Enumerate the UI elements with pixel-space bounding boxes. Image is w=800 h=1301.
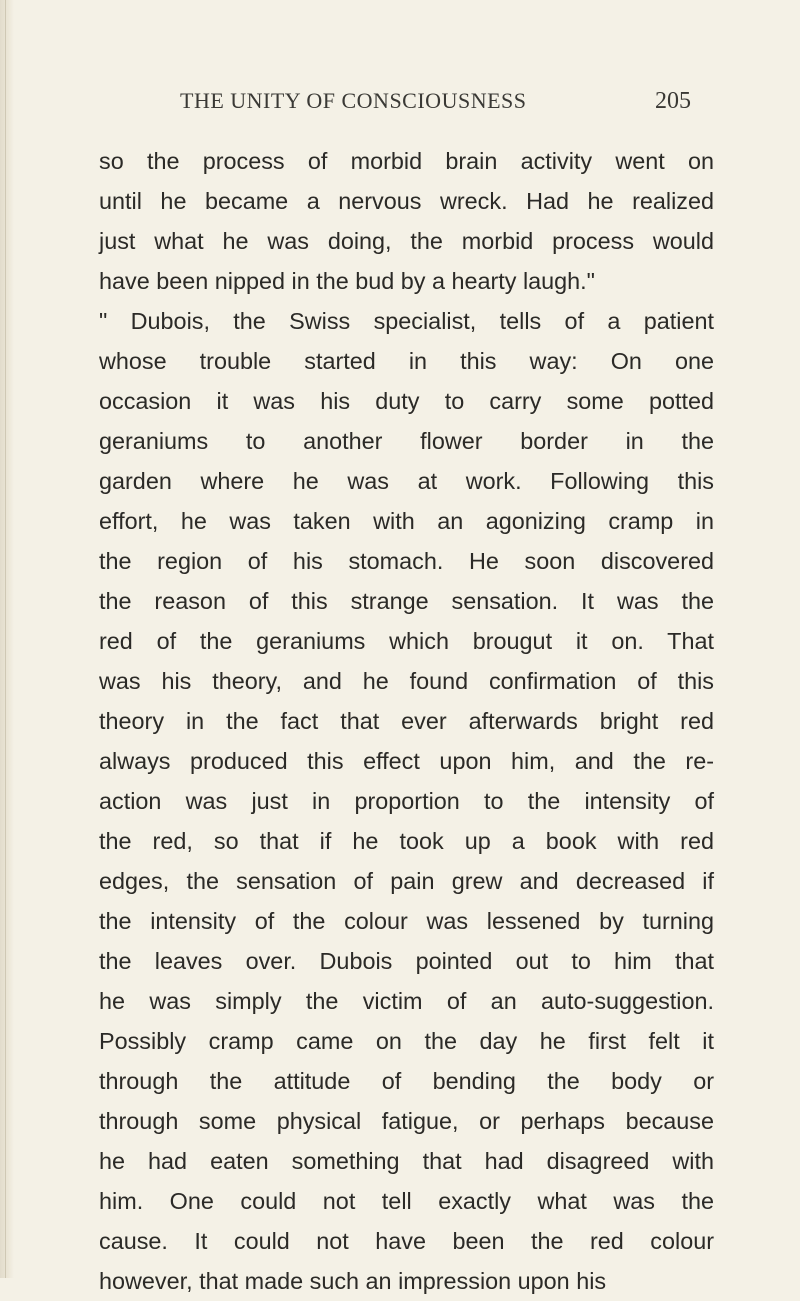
text-line: Possibly cramp came on the day he first felt it bbox=[99, 1028, 714, 1054]
text-line: through the attitude of bending the body or bbox=[99, 1068, 714, 1094]
page-number: 205 bbox=[655, 88, 691, 114]
text-line: the intensity of the colour was lessened by turning bbox=[99, 908, 714, 934]
text-line: cause. It could not have been the red colour bbox=[99, 1228, 714, 1254]
page-binding-edge bbox=[0, 0, 14, 1278]
text-line: the region of his stomach. He soon discovered bbox=[99, 548, 714, 574]
text-line: was his theory, and he found confirmation of this bbox=[99, 668, 714, 694]
text-line: occasion it was his duty to carry some potted bbox=[99, 388, 714, 414]
text-line: geraniums to another flower border in the bbox=[99, 428, 714, 454]
running-head-title: THE UNITY OF CONSCIOUSNESS bbox=[180, 88, 527, 113]
text-line: the red, so that if he took up a book with red bbox=[99, 828, 714, 854]
text-line: he had eaten something that had disagreed with bbox=[99, 1148, 714, 1174]
text-line: action was just in proportion to the intensity of bbox=[99, 788, 714, 814]
running-head bbox=[180, 88, 780, 128]
text-line: whose trouble started in this way: On one bbox=[99, 348, 714, 374]
text-line: always produced this effect upon him, and the re- bbox=[99, 748, 714, 774]
text-line: have been nipped in the bud by a hearty laugh." bbox=[99, 268, 595, 294]
text-line: theory in the fact that ever afterwards bright red bbox=[99, 708, 714, 734]
text-line: the reason of this strange sensation. It was the bbox=[99, 588, 714, 614]
text-line: through some physical fatigue, or perhaps because bbox=[99, 1108, 714, 1134]
text-line: effort, he was taken with an agonizing cramp in bbox=[99, 508, 714, 534]
text-line: edges, the sensation of pain grew and decreased if bbox=[99, 868, 714, 894]
text-line: the leaves over. Dubois pointed out to him that bbox=[99, 948, 714, 974]
text-line: so the process of morbid brain activity went on bbox=[99, 148, 714, 174]
text-line: him. One could not tell exactly what was the bbox=[99, 1188, 714, 1214]
page-gutter-line bbox=[5, 0, 6, 1278]
text-line: just what he was doing, the morbid process would bbox=[99, 228, 714, 254]
body-text bbox=[99, 141, 714, 1301]
text-line: however, that made such an impression upon his bbox=[99, 1268, 607, 1294]
text-line: garden where he was at work. Following this bbox=[99, 468, 714, 494]
text-line: " Dubois, the Swiss specialist, tells of a patient bbox=[99, 308, 714, 334]
text-line: until he became a nervous wreck. Had he realized bbox=[99, 188, 714, 214]
text-line: red of the geraniums which brougut it on. That bbox=[99, 628, 714, 654]
text-line: he was simply the victim of an auto-suggestion. bbox=[99, 988, 714, 1014]
